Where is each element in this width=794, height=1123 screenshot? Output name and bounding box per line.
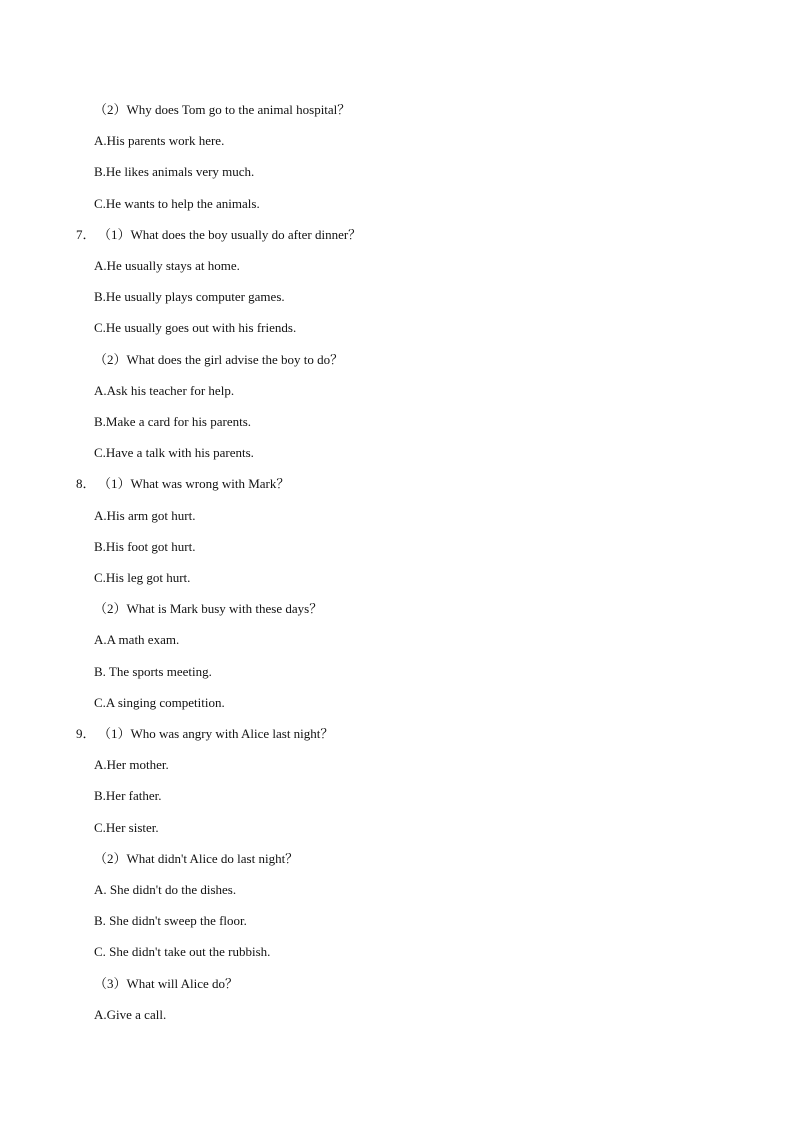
answer-option: A.Her mother. — [94, 757, 169, 773]
question-text: （1）What does the boy usually do after dinner？ — [98, 226, 362, 242]
answer-option: C. She didn't take out the rubbish. — [94, 944, 271, 960]
answer-option: A.Give a call. — [94, 1006, 167, 1022]
question-text: （1）Who was angry with Alice last night？ — [98, 726, 334, 741]
question-line — [76, 476, 289, 492]
sub-question-text: （2）Why does Tom go to the animal hospital？ — [94, 102, 351, 117]
sub-question-text: （3）What will Alice do？ — [94, 975, 239, 991]
answer-option: B. The sports meeting. — [94, 663, 212, 679]
answer-option: B.He usually plays computer games. — [94, 289, 285, 305]
question-line — [76, 227, 361, 243]
sub-question-text: （2）What didn't Alice do last night？ — [94, 850, 299, 866]
answer-option: A.Ask his teacher for help. — [94, 382, 235, 398]
sub-question-text: （2）What is Mark busy with these days？ — [94, 601, 323, 617]
answer-option: B.Make a card for his parents. — [94, 414, 252, 429]
answer-option: C.A singing competition. — [94, 694, 225, 710]
answer-option: A.He usually stays at home. — [94, 258, 240, 273]
answer-option: B.Her father. — [94, 788, 162, 804]
answer-option: C.He wants to help the animals. — [94, 195, 260, 211]
answer-option: A.His arm got hurt. — [94, 507, 196, 523]
question-number: 7． — [76, 226, 96, 242]
answer-option: B. She didn't sweep the floor. — [94, 913, 247, 929]
question-line — [76, 726, 333, 742]
question-number: 8． — [76, 476, 96, 492]
answer-option: A. She didn't do the dishes. — [94, 882, 237, 897]
answer-option: B.His foot got hurt. — [94, 538, 196, 554]
answer-option: C.His leg got hurt. — [94, 570, 191, 585]
answer-option: B.He likes animals very much. — [94, 164, 255, 180]
question-number: 9． — [76, 726, 96, 741]
sub-question-text: （2）What does the girl advise the boy to do？ — [94, 351, 344, 367]
answer-option: C.He usually goes out with his friends. — [94, 320, 297, 336]
answer-option: C.Have a talk with his parents. — [94, 445, 254, 461]
answer-option: A.A math exam. — [94, 632, 180, 648]
answer-option: C.Her sister. — [94, 819, 159, 835]
answer-option: A.His parents work here. — [94, 133, 225, 149]
question-text: （1）What was wrong with Mark？ — [98, 476, 290, 492]
